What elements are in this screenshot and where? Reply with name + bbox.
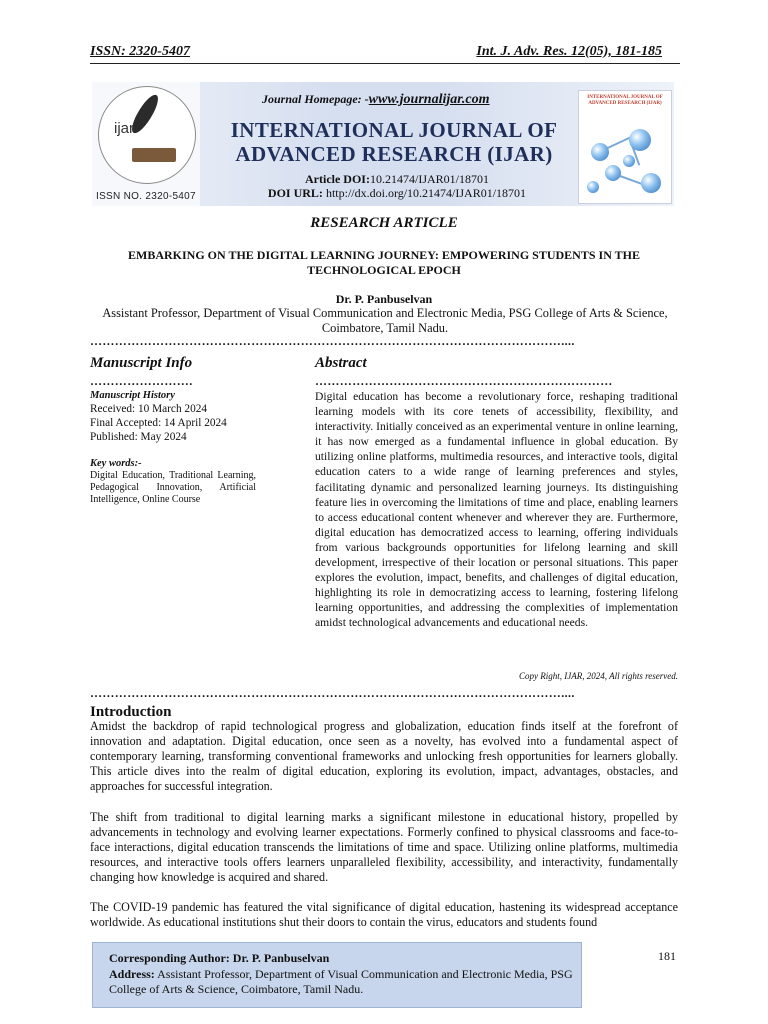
journal-name: INTERNATIONAL JOURNAL OF ADVANCED RESEARCH (IJAR) (230, 118, 558, 166)
header-divider (90, 63, 680, 64)
copyright-notice: Copy Right, IJAR, 2024, All rights reserved. (519, 671, 678, 681)
author-affiliation: Assistant Professor, Department of Visual Communication and Electronic Media, PSG College of Arts & Science, Coimbatore, Tamil Nadu. (102, 306, 668, 335)
published-date: Published: May 2024 (90, 431, 187, 443)
issn-header: ISSN: 2320-5407 (90, 44, 190, 59)
molecule-icon (641, 173, 661, 193)
intro-paragraph-1: Amidst the backdrop of rapid technological progress and globalization, education finds itself at the forefront of innovation and adaptation. Digital education, once seen as a novelty, has evolved into a fundamental aspect of contemporary learning, transforming conventional frameworks and unlocking fresh opportunities for learners globally. This article dives into the realm of digital education, exploring its evolution, impact, advantages, obstacles, and approaches for successful integration. (90, 719, 678, 794)
citation-header: Int. J. Adv. Res. 12(05), 181-185 (476, 44, 662, 59)
molecule-icon (587, 181, 599, 193)
corresponding-author-heading: Corresponding Author: Dr. P. Panbuselvan (109, 951, 330, 965)
cover-title: INTERNATIONAL JOURNAL OF ADVANCED RESEARCH (IJAR) (587, 95, 663, 106)
address-label: Address: (109, 967, 155, 981)
manuscript-history-heading: Manuscript History (90, 390, 175, 401)
article-type: RESEARCH ARTICLE (310, 215, 458, 231)
molecule-icon (605, 165, 621, 181)
manuscript-divider: ……………………. (90, 374, 193, 388)
accepted-date: Final Accepted: 14 April 2024 (90, 417, 227, 429)
molecule-icon (591, 143, 609, 161)
received-date: Received: 10 March 2024 (90, 403, 208, 415)
doi-block (232, 172, 562, 200)
address-text: Assistant Professor, Department of Visual Communication and Electronic Media, PSG College of Arts & Science, Coimbatore, Tamil Nadu. (109, 967, 573, 996)
intro-paragraph-2: The shift from traditional to digital learning marks a significant milestone in educational history, propelled by advancements in technology and evolving learner expectations. Formerly confined to physical classrooms and face-to-face interactions, digital education transcends the limitations of time and space. Utilizing online platforms, multimedia resources, and interactive tools offers learners unparalleled flexibility, accessibility, and interactivity, fundamentally changing how knowledge is acquired and shared. (90, 810, 678, 885)
introduction-heading: Introduction (90, 704, 172, 720)
journal-banner (92, 82, 674, 206)
section-divider-top: …………………………………………………………………………………………………….... (90, 334, 575, 348)
homepage-link[interactable]: www.journalijar.com (368, 92, 490, 107)
author-name: Dr. P. Panbuselvan (335, 292, 433, 306)
keywords-list: Digital Education, Traditional Learning, Pedagogical Innovation, Artificial Intelligence, Online Course (90, 470, 256, 505)
journal-cover-image (578, 90, 672, 204)
manuscript-info-heading: Manuscript Info (90, 355, 193, 371)
molecule-icon (629, 129, 651, 151)
page-number: 181 (658, 949, 676, 963)
abstract-heading: Abstract (315, 355, 367, 371)
section-divider-bottom: …………………………………………………………………………………………………….... (90, 686, 575, 700)
keywords-heading: Key words:- (90, 458, 142, 469)
molecule-icon (623, 155, 635, 167)
journal-homepage (262, 92, 490, 108)
book-icon (132, 148, 176, 162)
homepage-label: Journal Homepage: - (262, 92, 369, 106)
abstract-divider: ……………………………………………………………… (315, 374, 613, 388)
corresponding-author-address (109, 967, 579, 997)
doi-url-link[interactable]: http://dx.doi.org/10.21474/IJAR01/18701 (325, 186, 527, 200)
logo-text: ijar (114, 120, 135, 137)
article-title: EMBARKING ON THE DIGITAL LEARNING JOURNEY: EMPOWERING STUDENTS IN THE TECHNOLOGICAL EPOCH (128, 248, 640, 277)
doi-label: Article DOI: (305, 172, 370, 186)
doi-url-label: DOI URL: (267, 186, 323, 200)
logo-issn: ISSN NO. 2320-5407 (96, 191, 196, 202)
intro-paragraph-3: The COVID-19 pandemic has featured the vital significance of digital education, hastening its widespread acceptance worldwide. As educational institutions shut their doors to contain the virus, educators and students found (90, 900, 678, 930)
doi-value: 10.21474/IJAR01/18701 (369, 172, 489, 186)
journal-logo (92, 82, 200, 206)
corresponding-author-box (92, 942, 582, 1008)
abstract-text: Digital education has become a revolutionary force, reshaping traditional learning models with its core tenets of accessibility, flexibility, and interactivity. Initially conceived as an experimental venture in online learning, it has now emerged as a fundamental influence in global education. By utilizing online platforms, multimedia resources, and interactive tools, digital education caters to a wide range of learning preferences and styles, facilitating dynamic and personalized learning journeys. Its distinguishing feature lies in overcoming the limitations of time and place, enabling learners to access educational content whenever and wherever they are. Furthermore, digital education has democratized access to learning, offering individuals from various backgrounds opportunities for lifelong learning and skill development, irrespective of their location or personal situations. This paper explores the evolution, impact, benefits, and challenges of digital education, highlighting its role in democratizing access to learning, fostering lifelong learning opportunities, and addressing the complexities of implementation amidst technological advancements and educational needs. (315, 390, 678, 630)
